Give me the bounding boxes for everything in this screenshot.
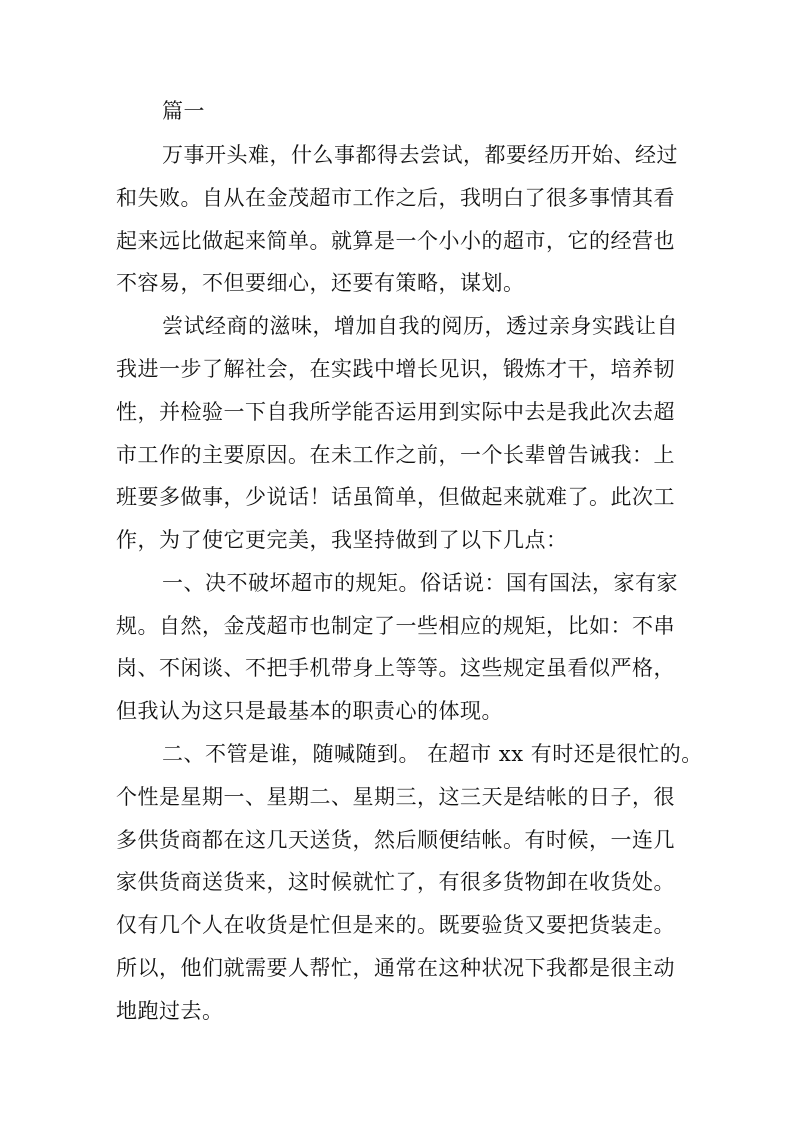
paragraph-1-line-3: 起来远比做起来简单。就算是一个小小的超市，它的经营也 bbox=[116, 229, 675, 253]
paragraph-2-line-4: 市工作的主要原因。在未工作之前，一个长辈曾告诫我：上 bbox=[116, 443, 675, 467]
paragraph-3-line-4: 但我认为这只是最基本的职责心的体现。 bbox=[116, 699, 503, 723]
paragraph-4-line-3: 多供货商都在这几天送货，然后顺便结帐。有时候，一连几 bbox=[116, 828, 675, 852]
paragraph-1-line-4: 不容易，不但要细心，还要有策略，谋划。 bbox=[116, 271, 525, 295]
paragraph-1-line-1: 万事开头难，什么事都得去尝试，都要经历开始、经过 bbox=[162, 143, 678, 167]
paragraph-2-line-6: 作，为了使它更完美，我坚持做到了以下几点： bbox=[116, 528, 568, 552]
paragraph-2-line-5: 班要多做事，少说话！话虽简单，但做起来就难了。此次工 bbox=[116, 485, 675, 509]
paragraph-3-line-3: 岗、不闲谈、不把手机带身上等等。这些规定虽看似严格， bbox=[116, 656, 675, 680]
paragraph-3-line-2: 规。自然，金茂超市也制定了一些相应的规矩，比如：不串 bbox=[116, 614, 675, 638]
paragraph-1-line-2: 和失败。自从在金茂超市工作之后，我明白了很多事情其看 bbox=[116, 186, 675, 210]
paragraph-4-line-2: 个性是星期一、星期二、星期三，这三天是结帐的日子，很 bbox=[116, 785, 675, 809]
paragraph-2-line-1: 尝试经商的滋味，增加自我的阅历，透过亲身实践让自 bbox=[162, 314, 678, 338]
paragraph-2-line-2: 我进一步了解社会，在实践中增长见识，锻炼才干，培养韧 bbox=[116, 357, 675, 381]
section-heading: 篇一 bbox=[162, 99, 205, 123]
paragraph-4-line-6: 所以，他们就需要人帮忙，通常在这种状况下我都是很主动 bbox=[116, 956, 675, 980]
paragraph-4-line-5: 仅有几个人在收货是忙但是来的。既要验货又要把货装走。 bbox=[116, 913, 675, 937]
paragraph-4-line-4: 家供货商送货来，这时候就忙了，有很多货物卸在收货处。 bbox=[116, 870, 675, 894]
paragraph-4-line-7: 地跑过去。 bbox=[116, 999, 224, 1023]
paragraph-3-line-1: 一、决不破坏超市的规矩。俗话说：国有国法，家有家 bbox=[162, 571, 678, 595]
paragraph-4-line-1: 二、不管是谁，随喊随到。 在超市 xx 有时还是很忙的。 bbox=[162, 742, 703, 766]
paragraph-2-line-3: 性，并检验一下自我所学能否运用到实际中去是我此次去超 bbox=[116, 400, 675, 424]
